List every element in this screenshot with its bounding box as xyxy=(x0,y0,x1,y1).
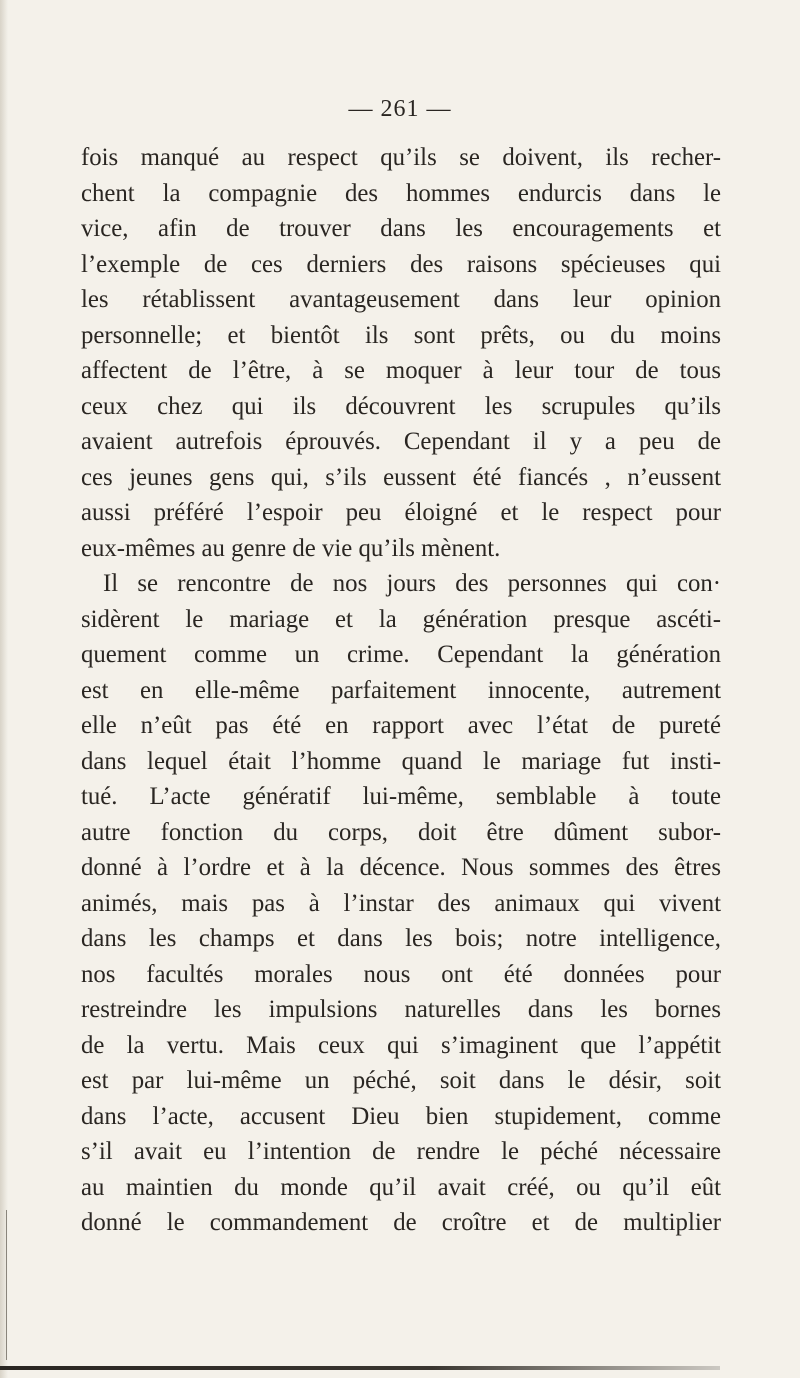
text-line: donné le commandement de croître et de multiplier xyxy=(81,1209,721,1236)
paragraph-start-line: Il se rencontre de nos jours des personnes qui con· xyxy=(103,570,721,597)
page-edge-shadow xyxy=(0,0,8,1378)
text-line: donné à l’ordre et à la décence. Nous sommes des êtres xyxy=(81,854,721,881)
text-line: autre fonction du corps, doit être dûment subor- xyxy=(81,818,721,846)
text-line: fois manqué au respect qu’ils se doivent, ils recher- xyxy=(81,144,721,171)
text-line: elle n’eût pas été en rapport avec l’état de pureté xyxy=(81,712,721,739)
text-line: de la vertu. Mais ceux qui s’imaginent que l’appétit xyxy=(81,1031,721,1059)
body-text xyxy=(81,140,721,1241)
text-line: sidèrent le mariage et la génération presque ascéti- xyxy=(81,605,721,633)
text-line: ceux chez qui ils découvrent les scrupules qu’ils xyxy=(81,392,721,420)
text-line: chent la compagnie des hommes endurcis dans le xyxy=(81,179,721,207)
text-line: tué. L’acte génératif lui-même, semblable à toute xyxy=(81,783,721,810)
page-number: — 261 — xyxy=(348,96,452,122)
text-line: quement comme un crime. Cependant la génération xyxy=(81,641,721,668)
text-line: est en elle-même parfaitement innocente, autrement xyxy=(81,676,721,704)
text-line: dans lequel était l’homme quand le mariage fut insti- xyxy=(81,747,721,775)
page-bottom-rule xyxy=(0,1366,720,1370)
text-line: les rétablissent avantageusement dans leur opinion xyxy=(81,286,721,313)
text-line: nos facultés morales nous ont été données pour xyxy=(81,960,721,988)
text-line: ces jeunes gens qui, s’ils eussent été fiancés , n’eussent xyxy=(81,463,721,491)
text-line: au maintien du monde qu’il avait créé, ou qu’il eût xyxy=(81,1173,721,1201)
text-line: s’il avait eu l’intention de rendre le péché nécessaire xyxy=(81,1138,721,1165)
page-margin-line xyxy=(6,1210,7,1360)
text-line: personnelle; et bientôt ils sont prêts, ou du moins xyxy=(81,321,721,349)
text-line: dans les champs et dans les bois; notre intelligence, xyxy=(81,925,721,952)
text-line: avaient autrefois éprouvés. Cependant il y a peu de xyxy=(81,428,721,455)
text-line: l’exemple de ces derniers des raisons spécieuses qui xyxy=(81,250,721,278)
text-line: vice, afin de trouver dans les encouragements et xyxy=(81,215,721,242)
paragraph-end-line: eux-mêmes au genre de vie qu’ils mènent. xyxy=(81,534,501,562)
text-line: aussi préféré l’espoir peu éloigné et le respect pour xyxy=(81,499,721,526)
text-line: animés, mais pas à l’instar des animaux qui vivent xyxy=(81,889,721,917)
text-line: dans l’acte, accusent Dieu bien stupidement, comme xyxy=(81,1102,721,1130)
text-line: est par lui-même un péché, soit dans le désir, soit xyxy=(81,1067,721,1094)
text-line: restreindre les impulsions naturelles dans les bornes xyxy=(81,996,721,1023)
text-line: affectent de l’être, à se moquer à leur tour de tous xyxy=(81,357,721,384)
